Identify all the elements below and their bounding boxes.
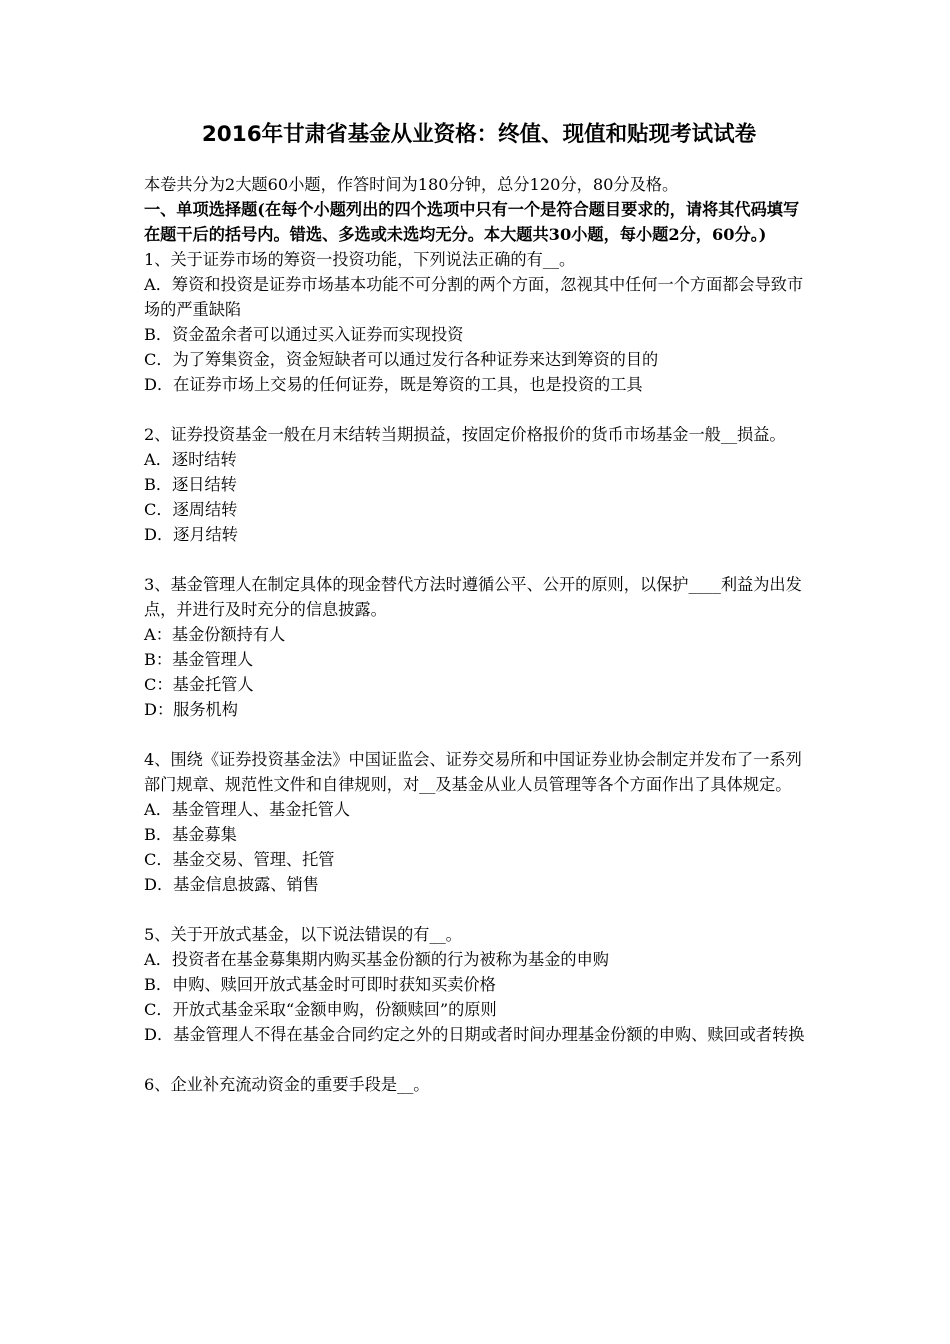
option-d: D．基金管理人不得在基金合同约定之外的日期或者时间办理基金份额的申购、赎回或者转换 [144,1025,805,1044]
exam-intro: 本卷共分为2大题60小题，作答时间为180分钟，总分120分，80分及格。 [144,175,679,194]
option-d: D：服务机构 [144,700,238,719]
question-stem: 2、证券投资基金一般在月末结转当期损益，按固定价格报价的货币市场基金一般__损益。 [144,425,786,444]
question-5 [144,922,814,1047]
question-2 [144,422,814,547]
option-b: B．逐日结转 [144,475,237,494]
option-c: C．逐周结转 [144,500,238,519]
option-d: D．逐月结转 [144,525,238,544]
question-stem: 3、基金管理人在制定具体的现金替代方法时遵循公平、公开的原则，以保护____利益为出发点，并进行及时充分的信息披露。 [144,575,802,619]
page-title: 2016年甘肃省基金从业资格：终值、现值和贴现考试试卷 [201,122,757,147]
option-c: C．为了筹集资金，资金短缺者可以通过发行各种证券来达到筹资的目的 [144,350,659,369]
document-page [144,118,814,1097]
option-b: B．资金盈余者可以通过买入证券而实现投资 [144,325,464,344]
question-3 [144,572,814,722]
option-b: B．申购、赎回开放式基金时可即时获知买卖价格 [144,975,496,994]
option-b: B：基金管理人 [144,650,254,669]
question-stem: 5、关于开放式基金，以下说法错误的有__。 [144,925,462,944]
option-a: A．基金管理人、基金托管人 [144,800,350,819]
question-stem: 1、关于证券市场的筹资一投资功能，下列说法正确的有__。 [144,250,576,269]
section-heading: 一、单项选择题(在每个小题列出的四个选项中只有一个是符合题目要求的，请将其代码填写在题干后的括号内。错选、多选或未选均无分。本大题共30小题，每小题2分，60分。) [144,200,800,244]
option-a: A：基金份额持有人 [144,625,286,644]
option-a: A．投资者在基金募集期内购买基金份额的行为被称为基金的申购 [144,950,609,969]
option-a: A．筹资和投资是证券市场基本功能不可分割的两个方面，忽视其中任何一个方面都会导致市场的严重缺陷 [144,275,804,319]
question-stem: 6、企业补充流动资金的重要手段是__。 [144,1075,430,1094]
option-c: C．基金交易、管理、托管 [144,850,335,869]
option-d: D．基金信息披露、销售 [144,875,319,894]
question-4 [144,747,814,897]
option-c: C．开放式基金采取“金额申购，份额赎回”的原则 [144,1000,497,1019]
question-6 [144,1072,814,1097]
option-c: C：基金托管人 [144,675,254,694]
option-d: D．在证券市场上交易的任何证券，既是筹资的工具，也是投资的工具 [144,375,643,394]
question-stem: 4、围绕《证券投资基金法》中国证监会、证券交易所和中国证券业协会制定并发布了一系列部门规章、规范性文件和自律规则，对__及基金从业人员管理等各个方面作出了具体规定。 [144,750,802,794]
question-1 [144,247,814,397]
option-a: A．逐时结转 [144,450,237,469]
option-b: B．基金募集 [144,825,237,844]
